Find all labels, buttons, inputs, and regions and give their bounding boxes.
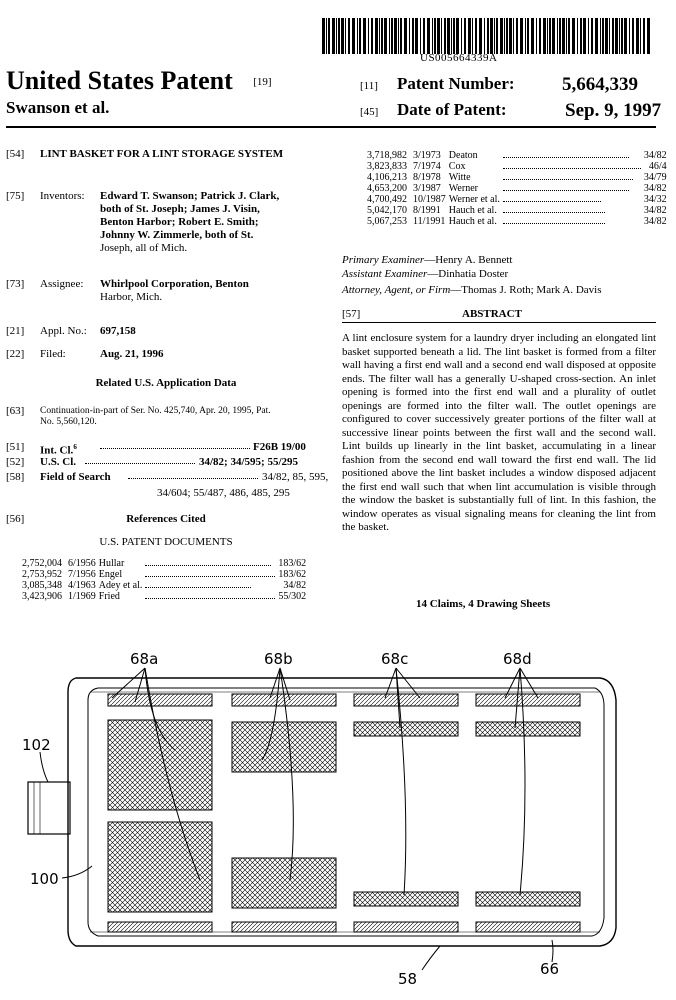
- ref-dots: [503, 205, 644, 216]
- patent-no: 4,106,213: [367, 172, 407, 183]
- label-68b: 68b: [264, 650, 293, 668]
- barcode-bar: [398, 18, 399, 54]
- barcode-bar: [539, 18, 541, 54]
- ref-dots: [503, 194, 644, 205]
- ref-class: 183/62: [278, 569, 307, 580]
- barcode-bar: [341, 18, 344, 54]
- label-68c: 68c: [381, 650, 409, 668]
- barcode-bar: [487, 18, 489, 54]
- assistant-examiner: Assistant Examiner—Dinhatia Doster: [342, 268, 509, 280]
- barcode-bar: [432, 18, 433, 54]
- barcode-bar: [636, 18, 639, 54]
- related-heading: Related U.S. Application Data: [95, 377, 237, 389]
- barcode-bar: [506, 18, 508, 54]
- barcode-bar: [490, 18, 493, 54]
- barcode-bar: [415, 18, 418, 54]
- ref-name: Hauch et al.: [448, 216, 497, 227]
- label-66: 66: [540, 960, 560, 978]
- ref-dots: [145, 569, 278, 580]
- ref-date: 10/1987: [413, 194, 446, 205]
- continuation: Continuation-in-part of Ser. No. 425,740, Apr. 20, 1995, Pat. No. 5,560,120.: [40, 406, 271, 427]
- reference-row: [367, 205, 670, 216]
- barcode-bar: [621, 18, 623, 54]
- barcode-bar: [447, 18, 450, 54]
- uscl-value: 34/82; 34/595; 55/295: [199, 456, 298, 468]
- barcode: [322, 18, 654, 54]
- barcode-bar: [580, 18, 582, 54]
- reference-row: [367, 150, 670, 161]
- barcode-bar: [348, 18, 350, 54]
- barcode-bar: [647, 18, 650, 54]
- patent-heading: [6, 66, 272, 96]
- label-102: 102: [22, 736, 51, 754]
- barcode-bar: [602, 18, 604, 54]
- barcode-bar: [412, 18, 414, 54]
- date-of-patent: Sep. 9, 1997: [565, 100, 662, 121]
- barcode-bar: [451, 18, 452, 54]
- inventors-label: Inventors:: [40, 190, 85, 202]
- field-label: Field of Search: [40, 471, 111, 483]
- field-code: [58]: [6, 471, 25, 483]
- inventors-line: Johnny W. Zimmerle, both of St.: [100, 229, 254, 241]
- barcode-bar: [527, 18, 529, 54]
- reference-row: [22, 558, 309, 569]
- barcode-bar: [338, 18, 340, 54]
- ref-class: 34/82: [283, 580, 307, 591]
- patent-heading-title: United States Patent: [6, 66, 233, 95]
- uscl-label: U.S. Cl.: [40, 456, 77, 468]
- reference-row: [367, 183, 670, 194]
- title-code: [54]: [6, 148, 25, 160]
- barcode-bar: [381, 18, 383, 54]
- ref-class: 34/82: [643, 216, 667, 227]
- label-58: 58: [398, 970, 418, 988]
- patent-no: 3,718,982: [367, 150, 407, 161]
- reference-row: [367, 194, 670, 205]
- label-68d: 68d: [503, 650, 532, 668]
- barcode-bar: [326, 18, 327, 54]
- ref-name: Werner: [448, 183, 478, 194]
- barcode-bar: [368, 18, 369, 54]
- intcl-code: [51]: [6, 441, 25, 453]
- ref-name: Werner et al.: [448, 194, 500, 205]
- barcode-bar: [516, 18, 518, 54]
- ref-date: 4/1963: [68, 580, 96, 591]
- barcode-bar: [441, 18, 442, 54]
- reference-row: [22, 569, 309, 580]
- ref-date: 3/1987: [413, 183, 441, 194]
- barcode-bar: [461, 18, 462, 54]
- patent-no: 2,753,952: [22, 569, 62, 580]
- barcode-bar: [583, 18, 586, 54]
- barcode-bar: [525, 18, 526, 54]
- inventors-line: Joseph, all of Mich.: [100, 242, 188, 254]
- barcode-bar: [536, 18, 537, 54]
- refs-subheading: U.S. PATENT DOCUMENTS: [99, 536, 233, 548]
- ref-class: 34/82: [643, 205, 667, 216]
- appl-label: Appl. No.:: [40, 325, 87, 337]
- ref-dots: [145, 580, 278, 591]
- barcode-bar: [332, 18, 335, 54]
- barcode-bar: [363, 18, 366, 54]
- reference-row: [367, 161, 670, 172]
- reference-row: [22, 580, 309, 591]
- barcode-bar: [464, 18, 466, 54]
- abstract-heading: ABSTRACT: [462, 308, 522, 320]
- barcode-bar: [600, 18, 601, 54]
- assignee-label: Assignee:: [40, 278, 84, 290]
- barcode-bar: [562, 18, 565, 54]
- barcode-bar: [624, 18, 627, 54]
- barcode-bar: [357, 18, 358, 54]
- barcode-bar: [572, 18, 575, 54]
- uscl-dots: [85, 463, 195, 464]
- barcode-bar: [632, 18, 634, 54]
- barcode-bar: [444, 18, 446, 54]
- ref-date: 11/1991: [413, 216, 446, 227]
- label-100: 100: [30, 870, 59, 888]
- barcode-bar: [619, 18, 620, 54]
- filed-code: [22]: [6, 348, 25, 360]
- barcode-bar: [423, 18, 425, 54]
- barcode-bar: [456, 18, 459, 54]
- field-line2: 34/604; 55/487, 486, 485, 295: [157, 487, 290, 499]
- barcode-bar: [577, 18, 578, 54]
- field-line1: 34/82, 85, 595,: [262, 471, 329, 483]
- barcode-bar: [479, 18, 482, 54]
- barcode-bar: [496, 18, 498, 54]
- barcode-bar: [552, 18, 555, 54]
- patent-no: 3,085,348: [22, 580, 62, 591]
- barcode-bar: [615, 18, 618, 54]
- barcode-bar: [609, 18, 610, 54]
- barcode-bar: [475, 18, 477, 54]
- ref-dots: [145, 558, 278, 569]
- ref-dots: [145, 591, 278, 602]
- abstract-rule: [342, 322, 656, 323]
- assignee: Whirlpool Corporation, Benton Harbor, Mich.: [100, 278, 249, 303]
- ref-dots: [503, 183, 644, 194]
- barcode-bar: [643, 18, 645, 54]
- pn-code: [11]: [360, 80, 378, 92]
- ref-date: 1/1969: [68, 591, 96, 602]
- ref-date: 8/1991: [413, 205, 441, 216]
- ref-dots: [503, 161, 644, 172]
- date-label: Date of Patent:: [397, 100, 507, 119]
- barcode-bar: [427, 18, 430, 54]
- intcl-value: F26B 19/00: [253, 441, 306, 453]
- barcode-bar: [409, 18, 410, 54]
- barcode-bar: [379, 18, 380, 54]
- barcode-bar: [566, 18, 567, 54]
- ref-dots: [503, 216, 644, 227]
- barcode-bar: [437, 18, 440, 54]
- attorney: Attorney, Agent, or Firm—Thomas J. Roth; Mark A. Davis: [342, 284, 602, 296]
- inventors-list: [100, 190, 330, 255]
- barcode-bar: [640, 18, 641, 54]
- ref-name: Fried: [98, 591, 120, 602]
- ref-name: Adey et al.: [98, 580, 143, 591]
- barcode-bar: [494, 18, 495, 54]
- barcode-bar: [591, 18, 593, 54]
- ref-date: 3/1973: [413, 150, 441, 161]
- barcode-bar: [568, 18, 570, 54]
- primary-examiner: Primary Examiner—Henry A. Bennett: [342, 254, 513, 266]
- ref-class: 34/82: [643, 183, 667, 194]
- cont-code: [63]: [6, 405, 25, 417]
- barcode-bar: [322, 18, 325, 54]
- reference-row: [367, 216, 670, 227]
- barcode-bar: [531, 18, 534, 54]
- barcode-bar: [557, 18, 558, 54]
- barcode-bar: [453, 18, 455, 54]
- barcode-bar: [352, 18, 355, 54]
- barcode-bar: [328, 18, 330, 54]
- ref-class: 34/82: [643, 150, 667, 161]
- date-code: [45]: [360, 106, 379, 118]
- ref-name: Hauch et al.: [448, 205, 497, 216]
- reference-row: [22, 591, 309, 602]
- patent-no: 3,423,906: [22, 591, 62, 602]
- invention-title: LINT BASKET FOR A LINT STORAGE SYSTEM: [40, 148, 284, 160]
- barcode-bar: [404, 18, 407, 54]
- patent-no: 5,067,253: [367, 216, 407, 227]
- barcode-number: US005664339A: [420, 52, 498, 64]
- patent-no: 5,042,170: [367, 205, 407, 216]
- ref-dots: [503, 172, 644, 183]
- patent-no: 3,823,833: [367, 161, 407, 172]
- ref-class: 34/79: [643, 172, 667, 183]
- barcode-bar: [384, 18, 387, 54]
- appl-number: 697,158: [100, 325, 136, 337]
- barcode-bar: [504, 18, 505, 54]
- barcode-bar: [513, 18, 514, 54]
- refs-table-right: [367, 150, 670, 227]
- abstract-code: [57]: [342, 308, 361, 320]
- barcode-bar: [484, 18, 485, 54]
- reference-row: [367, 172, 670, 183]
- ref-class: 46/4: [648, 161, 667, 172]
- barcode-bar: [549, 18, 551, 54]
- field-dots: [128, 478, 258, 479]
- ref-date: 6/1956: [68, 558, 96, 569]
- barcode-bar: [371, 18, 373, 54]
- barcode-bar: [391, 18, 393, 54]
- barcode-bar: [434, 18, 436, 54]
- header-rule: [6, 126, 656, 128]
- abstract-text: A lint enclosure system for a laundry dryer including an elongated lint basket supported beneath a lid. The lint basket is formed from a filter wall having a first end wall and a second end wall disposed at opposite ends. The filter wall has a generally U-shaped cross-section. An inlet opening is formed into the first end wall and a plurality of outlet openings are formed into the filter wall. The outlet openings are configured to cover successively greater portions of the filter wall at successive linear points between the first wall and the second wall. Lint builds up linearly in the lint basket, accumulating in a linear fashion from the second end wall toward the first end wall. The lid positioned above the lint basket includes a window disposed adjacent the first end wall such that when lint accumulation is visible through the window the basket is substantially full of lint. In this fashion, the window operates as visual signaling means for cleaning the lint from the basket.: [342, 332, 656, 533]
- label-68a: 68a: [130, 650, 159, 668]
- ref-name: Cox: [448, 161, 466, 172]
- inventors-line: Benton Harbor; Robert E. Smith;: [100, 216, 259, 228]
- barcode-bar: [559, 18, 561, 54]
- barcode-bar: [389, 18, 390, 54]
- inventor-short: Swanson et al.: [6, 98, 110, 117]
- ref-class: 55/302: [278, 591, 307, 602]
- inventors-code: [75]: [6, 190, 25, 202]
- barcode-bar: [595, 18, 598, 54]
- ref-name: Deaton: [448, 150, 478, 161]
- filed-date: Aug. 21, 1996: [100, 348, 164, 360]
- ref-date: 7/1956: [68, 569, 96, 580]
- patent-drawing: [0, 640, 676, 992]
- refs-table-left: [22, 558, 309, 602]
- refs-code: [56]: [6, 513, 25, 525]
- ref-name: Hullar: [98, 558, 125, 569]
- barcode-bar: [472, 18, 473, 54]
- patent-number: 5,664,339: [562, 74, 638, 95]
- barcode-bar: [509, 18, 512, 54]
- patent-no: 4,700,492: [367, 194, 407, 205]
- ref-name: Engel: [98, 569, 123, 580]
- ref-dots: [503, 150, 644, 161]
- ref-date: 8/1978: [413, 172, 441, 183]
- ref-date: 7/1974: [413, 161, 441, 172]
- barcode-bar: [629, 18, 630, 54]
- barcode-bar: [345, 18, 346, 54]
- patent-no: 4,653,200: [367, 183, 407, 194]
- barcode-bar: [500, 18, 503, 54]
- outlet-openings: [108, 694, 580, 932]
- barcode-bar: [543, 18, 546, 54]
- intcl-dots: [100, 448, 250, 449]
- barcode-bar: [547, 18, 548, 54]
- filed-label: Filed:: [40, 348, 66, 360]
- barcode-bar: [400, 18, 402, 54]
- barcode-bar: [359, 18, 361, 54]
- barcode-bar: [336, 18, 337, 54]
- patent-no: 2,752,004: [22, 558, 62, 569]
- ref-class: 183/62: [278, 558, 307, 569]
- barcode-bar: [588, 18, 589, 54]
- barcode-bar: [605, 18, 608, 54]
- barcode-bar: [420, 18, 421, 54]
- barcode-bar: [394, 18, 397, 54]
- appl-code: [21]: [6, 325, 25, 337]
- patent-number-label: Patent Number:: [397, 74, 515, 93]
- ref-class: 34/32: [643, 194, 667, 205]
- intcl-label: Int. Cl.$^6$: [40, 443, 77, 457]
- inventors-line: Edward T. Swanson; Patrick J. Clark,: [100, 190, 280, 202]
- assignee-code: [73]: [6, 278, 25, 290]
- barcode-bar: [468, 18, 471, 54]
- barcode-bar: [375, 18, 378, 54]
- claims-count: 14 Claims, 4 Drawing Sheets: [416, 598, 551, 610]
- barcode-bar: [612, 18, 614, 54]
- ref-name: Witte: [448, 172, 471, 183]
- inventors-line: both of St. Joseph; James J. Visin,: [100, 203, 260, 215]
- title-code: [19]: [253, 76, 272, 88]
- uscl-code: [52]: [6, 456, 25, 468]
- refs-heading: References Cited: [126, 513, 206, 525]
- barcode-bar: [520, 18, 523, 54]
